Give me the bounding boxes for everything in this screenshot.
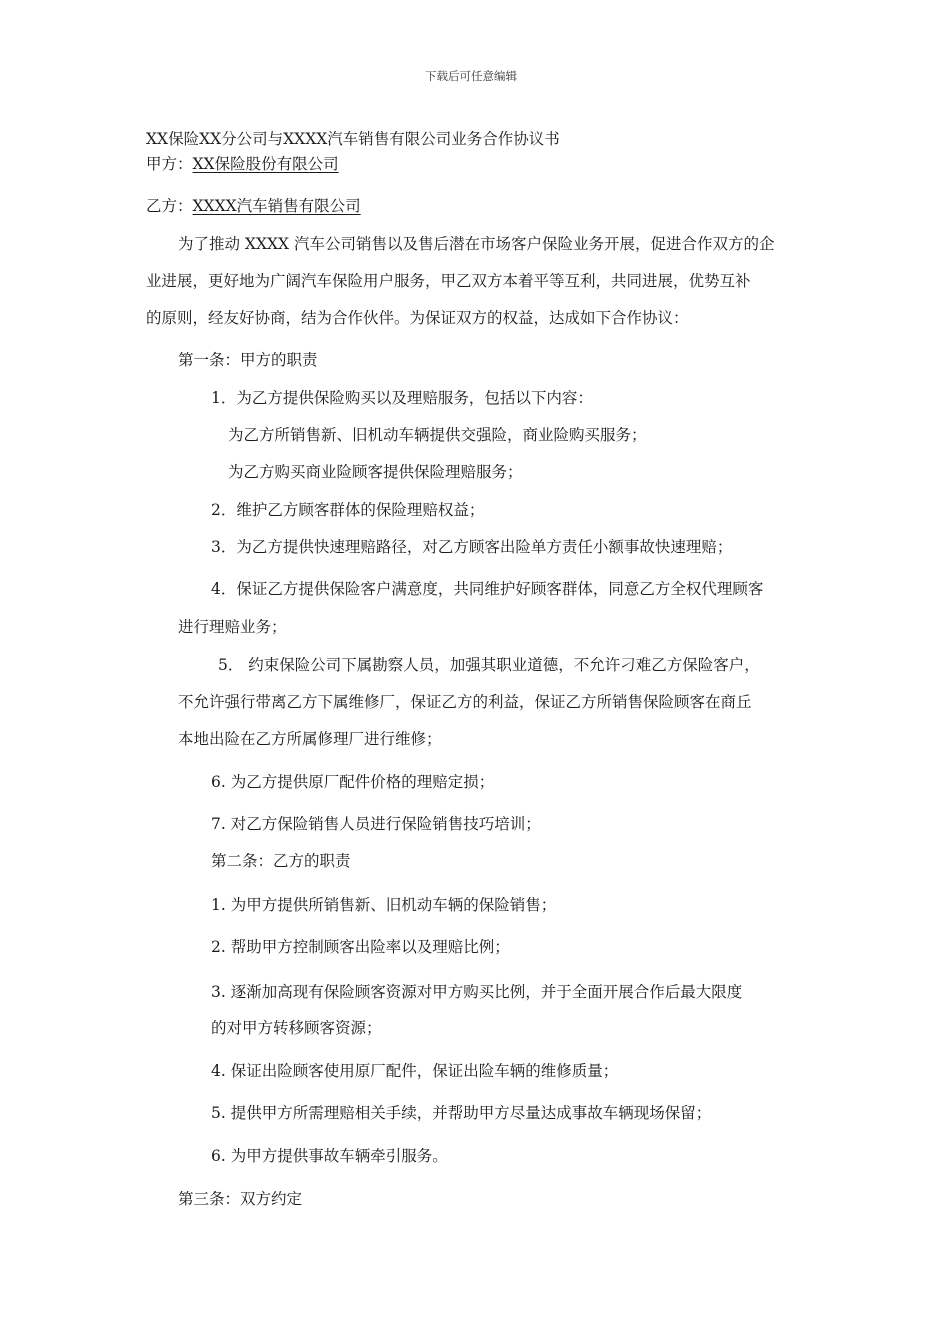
article2-item3-line1: 3. 逐渐加高现有保险顾客资源对甲方购买比例，并于全面开展合作后最大限度 bbox=[211, 983, 743, 1001]
article1-item1: 1．为乙方提供保险购买以及理赔服务，包括以下内容： bbox=[211, 389, 593, 407]
party-b-name: XXXX汽车销售有限公司 bbox=[192, 197, 361, 215]
intro-line-1: 为了推动 XXXX 汽车公司销售以及售后潜在市场客户保险业务开展，促进合作双方的企 bbox=[178, 235, 775, 253]
article2-item2: 2. 帮助甲方控制顾客出险率以及理赔比例； bbox=[211, 938, 510, 956]
article1-item5-line2: 不允许强行带离乙方下属维修厂，保证乙方的利益，保证乙方所销售保险顾客在商丘 bbox=[178, 693, 752, 711]
party-b-line bbox=[146, 196, 361, 216]
intro-line-3: 的原则，经友好协商，结为合作伙伴。为保证双方的权益，达成如下合作协议： bbox=[146, 309, 689, 327]
article2-heading: 第二条：乙方的职责 bbox=[211, 852, 351, 870]
article2-item1: 1. 为甲方提供所销售新、旧机动车辆的保险销售； bbox=[211, 896, 557, 914]
article2-item4: 4. 保证出险顾客使用原厂配件，保证出险车辆的维修质量； bbox=[211, 1062, 619, 1080]
party-b-label: 乙方： bbox=[146, 197, 193, 215]
article1-heading: 第一条：甲方的职责 bbox=[178, 351, 318, 369]
article1-item2: 2．维护乙方顾客群体的保险理赔权益； bbox=[211, 501, 485, 519]
party-a-line bbox=[146, 154, 339, 174]
article1-item1-sub2: 为乙方购买商业险顾客提供保险理赔服务； bbox=[228, 463, 523, 481]
article1-item3: 3．为乙方提供快速理赔路径，对乙方顾客出险单方责任小额事故快速理赔； bbox=[211, 538, 733, 556]
article1-item1-sub1: 为乙方所销售新、旧机动车辆提供交强险，商业险购买服务； bbox=[228, 426, 647, 444]
article1-item7: 7. 对乙方保险销售人员进行保险销售技巧培训； bbox=[211, 815, 541, 833]
article2-item5: 5. 提供甲方所需理赔相关手续，并帮助甲方尽量达成事故车辆现场保留； bbox=[211, 1104, 712, 1122]
article1-item4-line1: 4．保证乙方提供保险客户满意度，共同维护好顾客群体，同意乙方全权代理顾客 bbox=[211, 580, 764, 598]
document-title: XX保险XX分公司与XXXX汽车销售有限公司业务合作协议书 bbox=[146, 130, 560, 148]
article1-item5-line1: 5． 约束保险公司下属勘察人员，加强其职业道德，不允许刁难乙方保险客户， bbox=[218, 656, 760, 674]
party-a-name: XX保险股份有限公司 bbox=[192, 155, 339, 173]
intro-line-2: 业进展，更好地为广阔汽车保险用户服务，甲乙双方本着平等互利，共同进展，优势互补 bbox=[146, 272, 751, 290]
article2-item6: 6. 为甲方提供事故车辆牵引服务。 bbox=[211, 1147, 448, 1165]
article1-item5-line3: 本地出险在乙方所属修理厂进行维修； bbox=[178, 730, 442, 748]
article1-item4-line2: 进行理赔业务； bbox=[178, 618, 287, 636]
article2-item3-line2: 的对甲方转移顾客资源； bbox=[211, 1019, 382, 1037]
article1-item6: 6. 为乙方提供原厂配件价格的理赔定损； bbox=[211, 773, 495, 791]
party-a-label: 甲方： bbox=[146, 155, 193, 173]
article3-heading: 第三条：双方约定 bbox=[178, 1190, 303, 1208]
header-note: 下载后可任意编辑 bbox=[425, 69, 517, 83]
